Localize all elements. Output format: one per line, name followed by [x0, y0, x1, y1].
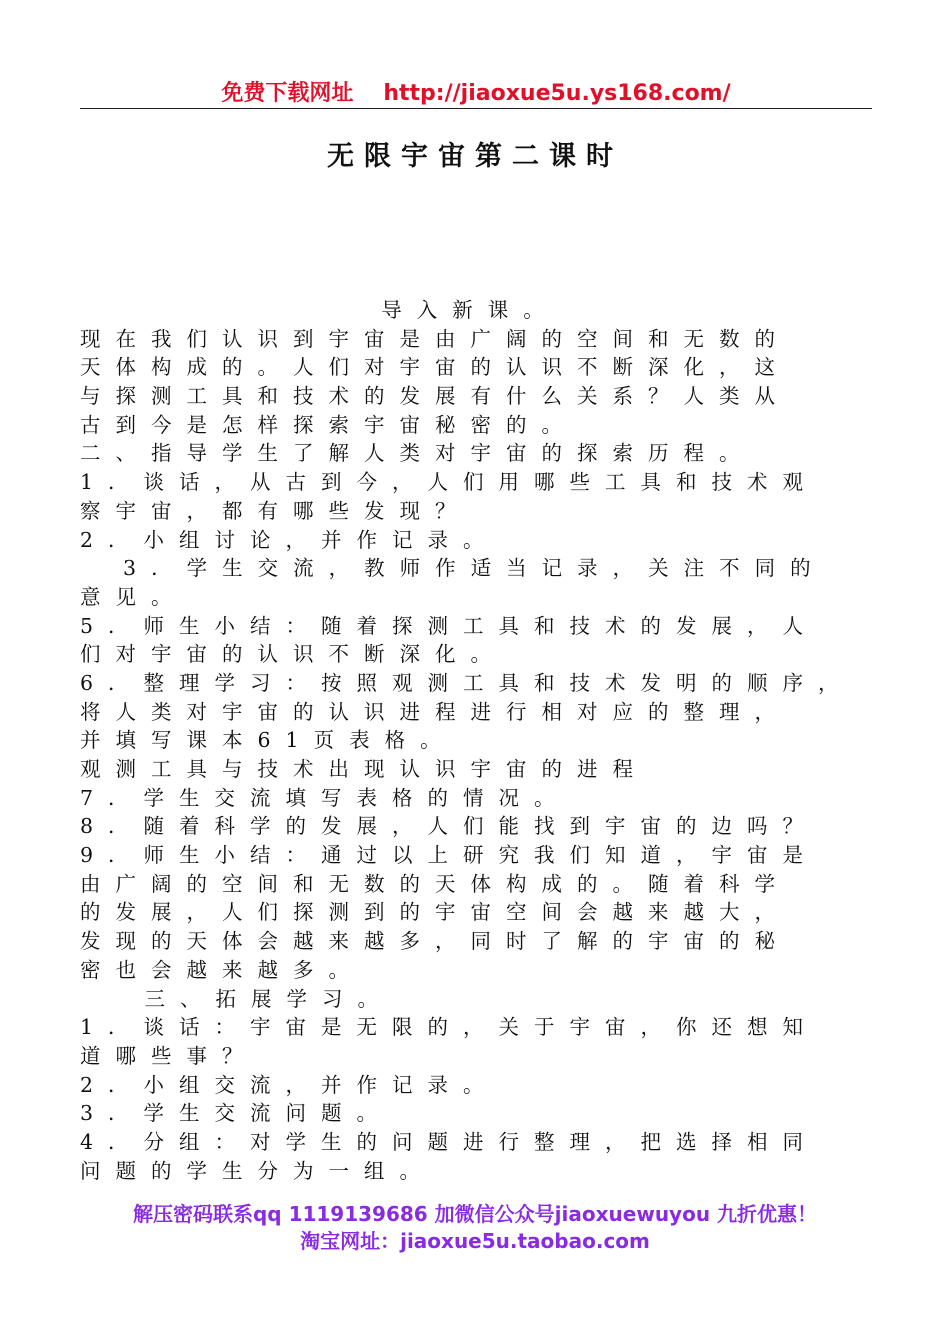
- text-line: 4．分组：对学生的问题进行整理，把选择相同: [80, 1129, 819, 1154]
- text-line: 问题的学生分为一组。: [80, 1158, 435, 1183]
- text-line: 意见。: [80, 584, 187, 609]
- text-line: 道哪些事？: [80, 1043, 258, 1068]
- text-line: 古到今是怎样探索宇宙秘密的。: [80, 412, 577, 437]
- text-line: 2．小组交流，并作记录。: [80, 1072, 499, 1097]
- text-line: 天体构成的。人们对宇宙的认识不断深化，这: [80, 355, 790, 380]
- text-line: 6．整理学习：按照观测工具和技术发明的顺序，: [80, 670, 854, 695]
- text-line: 并填写课本61页表格。: [80, 728, 456, 753]
- header-divider: [80, 108, 872, 109]
- text-line: 现在我们认识到宇宙是由广阔的空间和无数的: [80, 326, 790, 351]
- header-url-link[interactable]: http://jiaoxue5u.ys168.com/: [383, 81, 731, 106]
- text-line: 观测工具与技术出现认识宇宙的进程: [80, 757, 648, 781]
- text-line: 8．随着科学的发展，人们能找到宇宙的边吗？: [80, 814, 819, 839]
- text-line: 由广阔的空间和无数的天体构成的。随着科学: [80, 871, 790, 896]
- text-line: 二、指导学生了解人类对宇宙的探索历程。: [80, 441, 755, 466]
- text-line: 1．谈话，从古到今，人们用哪些工具和技术观: [80, 470, 819, 495]
- text-line: 们对宇宙的认识不断深化。: [80, 642, 506, 667]
- text-line: 9．师生小结：通过以上研究我们知道，宇宙是: [80, 843, 819, 868]
- footer-contact: 解压密码联系qq 1119139686 加微信公众号jiaoxuewuyou 九折优惠！: [132, 1202, 818, 1226]
- text-line: 发现的天体会越来越多，同时了解的宇宙的秘: [80, 929, 790, 954]
- text-line: 将人类对宇宙的认识进程进行相对应的整理，: [80, 699, 790, 724]
- text-line: 与探测工具和技术的发展有什么关系？人类从: [80, 384, 790, 409]
- text-line: 的发展，人们探测到的宇宙空间会越来越大，: [80, 900, 790, 925]
- text-line: 2．小组讨论，并作记录。: [80, 527, 499, 552]
- lesson-body: [80, 296, 880, 1185]
- text-line: 3．学生交流问题。: [80, 1101, 393, 1126]
- footer-taobao-link[interactable]: 淘宝网址：jiaoxue5u.taobao.com: [300, 1229, 650, 1253]
- text-line: 导入新课。: [80, 298, 559, 322]
- download-header: [80, 76, 872, 106]
- text-line: 5．师生小结：随着探测工具和技术的发展，人: [80, 613, 819, 638]
- text-line: 密也会越来越多。: [80, 957, 364, 982]
- text-line: 1．谈话：宇宙是无限的，关于宇宙，你还想知: [80, 1015, 819, 1040]
- text-line: 三、拓展学习。: [80, 986, 394, 1011]
- text-line: 3．学生交流，教师作适当记录，关注不同的: [80, 556, 826, 581]
- text-line: 7．学生交流填写表格的情况。: [80, 785, 570, 810]
- header-label: 免费下载网址: [221, 81, 354, 106]
- text-line: 察宇宙，都有哪些发现？: [80, 498, 471, 523]
- page-title: 无限宇宙第二课时: [327, 141, 623, 172]
